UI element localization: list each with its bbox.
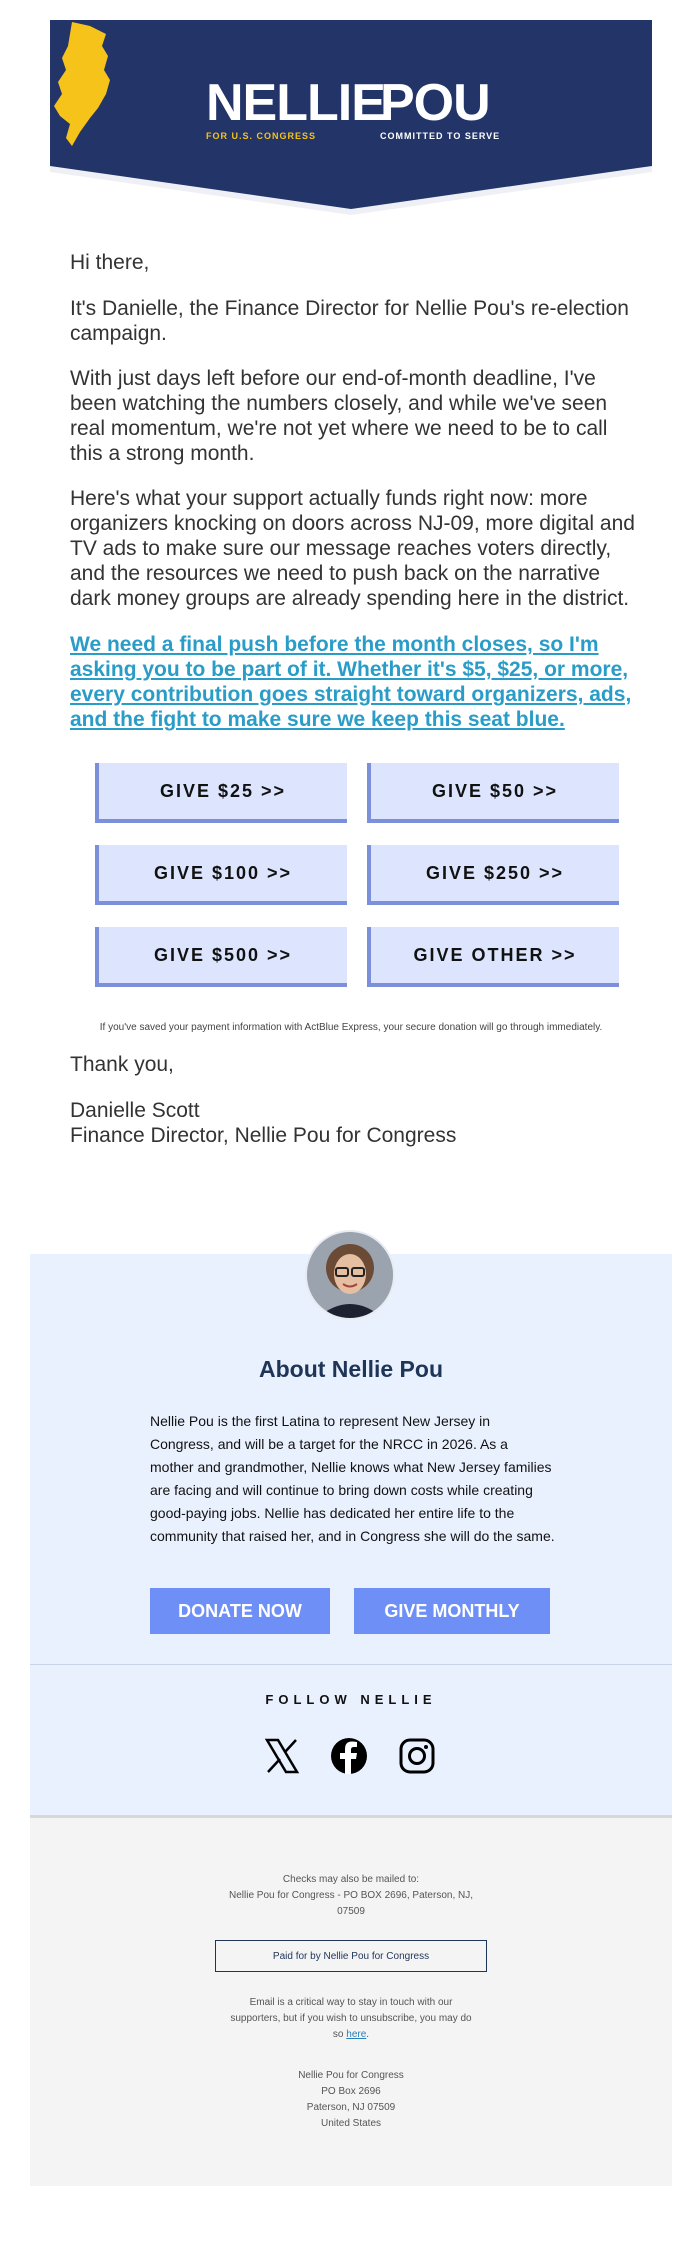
x-icon[interactable]: [263, 1737, 301, 1775]
logo-tagline-left: FOR U.S. CONGRESS: [206, 131, 317, 141]
portrait-image: [307, 1232, 393, 1318]
checks-mailing-label: Checks may also be mailed to:: [282, 1874, 420, 1885]
give-50-button[interactable]: GIVE $50 >>: [367, 763, 619, 823]
logo-tagline-right: COMMITTED TO SERVE: [380, 131, 501, 141]
give-250-button[interactable]: GIVE $250 >>: [367, 845, 619, 905]
follow-title: FOLLOW NELLIE: [265, 1692, 437, 1707]
logo-right: [380, 74, 550, 142]
logo-first-name: NELLIE: [206, 74, 385, 132]
paragraph-intro: It's Danielle, the Finance Director for Nellie Pou's re-election campaign.: [70, 297, 629, 345]
about-title: About Nellie Pou: [259, 1356, 443, 1382]
give-monthly-button[interactable]: GIVE MONTHLY: [354, 1588, 550, 1634]
unsubscribe-notice: Email is a critical way to stay in touch with our supporters, but if you wish to unsubscribe, you may do so here.: [230, 1997, 472, 2040]
paragraph-support: Here's what your support actually funds right now: more organizers knocking on doors across NJ-09, more digital and TV ads to make sure our message reaches voters directly, and the resources we need to push back on the narrative dark money groups are already spending here in the district.: [70, 487, 635, 610]
signer-name: Danielle Scott: [70, 1099, 200, 1122]
give-500-button[interactable]: GIVE $500 >>: [95, 927, 347, 987]
paid-for-disclaimer: Paid for by Nellie Pou for Congress: [215, 1940, 487, 1972]
closing: Thank you,: [70, 1053, 174, 1076]
unsubscribe-link[interactable]: here: [346, 2029, 367, 2040]
donate-now-button[interactable]: DONATE NOW: [150, 1588, 330, 1634]
logo-left: [206, 74, 385, 142]
new-jersey-state-icon: [50, 20, 114, 148]
give-100-button[interactable]: GIVE $100 >>: [95, 845, 347, 905]
give-other-button[interactable]: GIVE OTHER >>: [367, 927, 619, 987]
instagram-icon[interactable]: [398, 1737, 436, 1775]
donate-cta-link[interactable]: We need a final push before the month closes, so I'm asking you to be part of it. Whether it's $5, $25, or more, every contribution goes straight toward organizers, ads, and the fight to make sure we keep this seat blue.: [70, 633, 632, 731]
logo-last-name: POU: [380, 74, 490, 132]
header-banner: [50, 20, 652, 218]
footer-address-line-3: Paterson, NJ 07509: [306, 2102, 396, 2113]
give-25-button[interactable]: GIVE $25 >>: [95, 763, 347, 823]
footer-address-line-1: Nellie Pou for Congress: [298, 2070, 404, 2081]
avatar: [305, 1230, 395, 1320]
about-text: Nellie Pou is the first Latina to represent New Jersey in Congress, and will be a target for the NRCC in 2026. As a mother and grandmother, Nellie knows what New Jersey families are facing and will continue to bring down costs while creating good-paying jobs. Nellie has dedicated her entire life to the community that raised her, and in Congress she will do the same.: [150, 1413, 555, 1544]
footer-address-line-4: United States: [320, 2118, 382, 2129]
actblue-express-note: If you've saved your payment information with ActBlue Express, your secure donation will go through immediately.: [99, 1022, 603, 1033]
signer-title: Finance Director, Nellie Pou for Congress: [70, 1124, 457, 1147]
facebook-icon[interactable]: [330, 1737, 368, 1775]
greeting: Hi there,: [70, 251, 150, 274]
unsubscribe-text: Email is a critical way to stay in touch with our supporters, but if you wish to unsubscribe, you may do so: [230, 1997, 472, 2040]
footer-address-line-2: PO Box 2696: [321, 2086, 381, 2097]
checks-mailing-address: Nellie Pou for Congress - PO BOX 2696, Paterson, NJ, 07509: [229, 1890, 473, 1917]
paragraph-deadline: With just days left before our end-of-month deadline, I've been watching the numbers closely, and while we've seen real momentum, we're not yet where we need to be to call this a strong month.: [70, 367, 608, 465]
